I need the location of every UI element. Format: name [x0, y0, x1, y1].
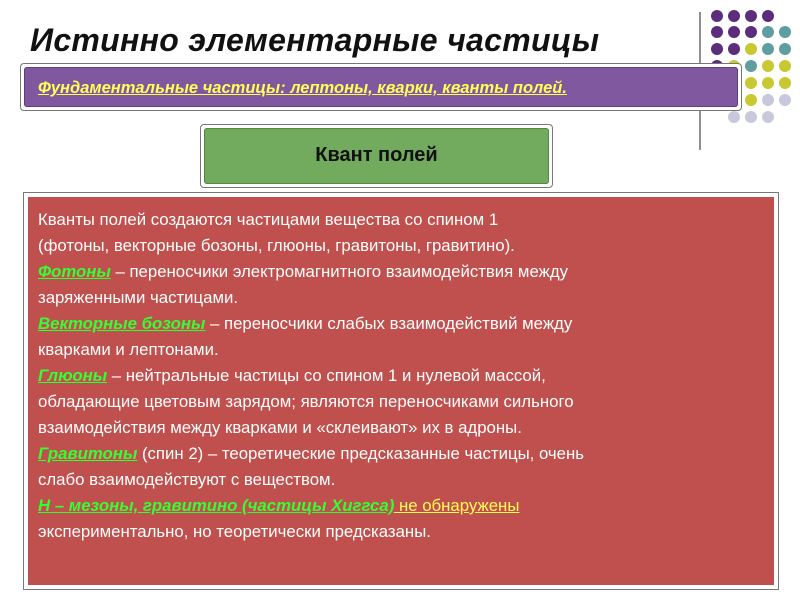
text-line: заряженными частицами. [38, 288, 239, 307]
definition-text: – переносчики электромагнитного взаимодействия между [110, 262, 569, 281]
decorative-dot [762, 10, 774, 22]
decorative-dot [745, 94, 757, 106]
subtitle-text: Фундаментальные частицы: лептоны, кварки, кванты полей. [38, 79, 567, 97]
decorative-dot [711, 10, 723, 22]
definition-text: (спин 2) – теоретические предсказанные частицы, очень [137, 444, 585, 463]
term-photons: Фотоны [38, 262, 111, 281]
subtitle-banner [20, 63, 742, 111]
text-line: Кванты полей создаются частицами вещества со спином 1 [38, 210, 499, 229]
decorative-dot [745, 10, 757, 22]
text-line [38, 493, 764, 519]
text-line: взаимодействия между кварками и «склеивают» их в адроны. [38, 418, 522, 437]
section-label-box [200, 124, 553, 188]
term-gravitons: Гравитоны [38, 444, 138, 463]
decorative-dot [762, 94, 774, 106]
decorative-dot [779, 43, 791, 55]
section-label-fill [204, 128, 549, 184]
term-gluons: Глюоны [38, 366, 108, 385]
text-line [38, 441, 764, 467]
definition-text: – переносчики слабых взаимодействий между [205, 314, 573, 333]
decorative-dot [745, 111, 757, 123]
decorative-dot [728, 111, 740, 123]
decorative-dot [762, 60, 774, 72]
decorative-dot [762, 26, 774, 38]
text-line: экспериментально, но теоретически предсказаны. [38, 522, 431, 541]
decorative-dot [779, 26, 791, 38]
text-line [38, 311, 764, 337]
decorative-dot [762, 77, 774, 89]
decorative-dot [711, 43, 723, 55]
term-vector-bosons: Векторные бозоны [38, 314, 206, 333]
text-line: слабо взаимодействуют с веществом. [38, 470, 336, 489]
text-line: обладающие цветовым зарядом; являются переносчиками сильного [38, 392, 574, 411]
subtitle-banner-fill [24, 67, 738, 107]
decorative-dot [728, 26, 740, 38]
section-label: Квант полей [315, 144, 438, 166]
decorative-dot [745, 26, 757, 38]
content-panel [23, 192, 779, 590]
content-panel-fill [28, 197, 774, 585]
decorative-dot [745, 60, 757, 72]
decorative-dot [779, 94, 791, 106]
definition-text: не обнаружены [394, 496, 520, 515]
text-line [38, 363, 764, 389]
text-line [38, 259, 764, 285]
decorative-dot [728, 10, 740, 22]
term-higgs: H – мезоны, гравитино (частицы Хиггса) [38, 496, 395, 515]
decorative-dot [779, 60, 791, 72]
decorative-dot [728, 43, 740, 55]
decorative-dot [762, 43, 774, 55]
decorative-dot [745, 43, 757, 55]
text-line: (фотоны, векторные бозоны, глюоны, гравитоны, гравитино). [38, 236, 515, 255]
decorative-dot [762, 111, 774, 123]
decorative-dot [711, 26, 723, 38]
decorative-dot [745, 77, 757, 89]
slide-title: Истинно элементарные частицы [30, 22, 600, 58]
text-line: кварками и лептонами. [38, 340, 219, 359]
decorative-dot [779, 77, 791, 89]
content-text [38, 207, 764, 545]
definition-text: – нейтральные частицы со спином 1 и нулевой массой, [107, 366, 546, 385]
